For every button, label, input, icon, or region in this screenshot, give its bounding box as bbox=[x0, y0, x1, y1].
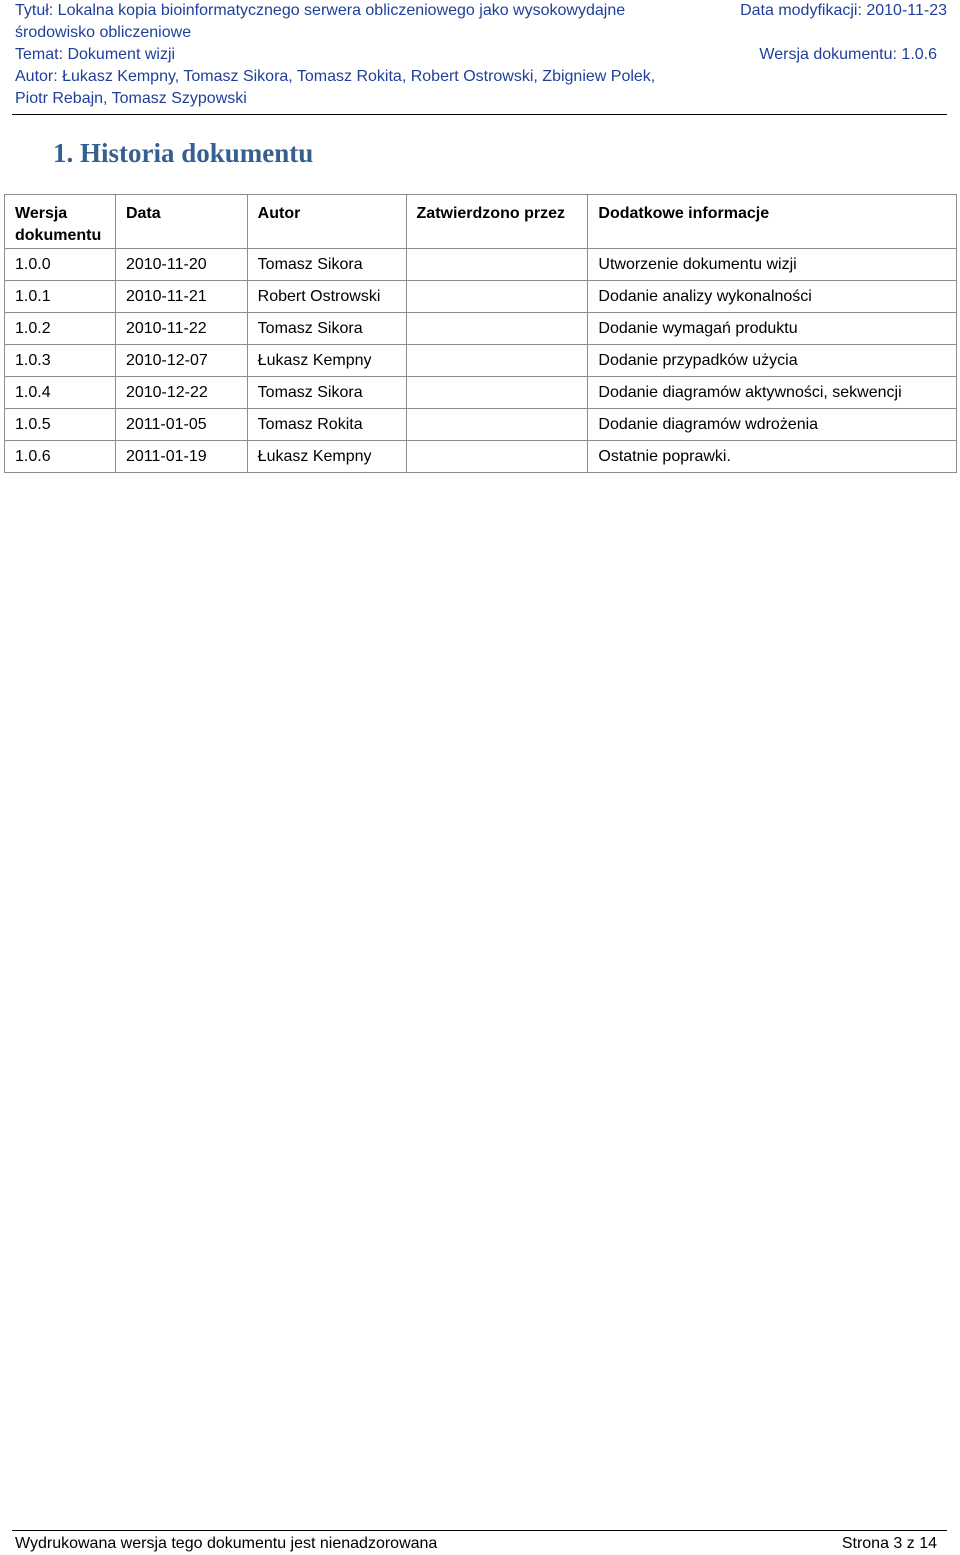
cell-info: Utworzenie dokumentu wizji bbox=[588, 249, 957, 281]
header-authors-row-2 bbox=[15, 88, 947, 110]
table-row bbox=[5, 409, 957, 441]
document-topic: Temat: Dokument wizji bbox=[15, 46, 176, 63]
cell-info: Dodanie przypadków użycia bbox=[588, 345, 957, 377]
cell-approved-by bbox=[406, 345, 588, 377]
cell-author: Robert Ostrowski bbox=[247, 281, 406, 313]
cell-author: Tomasz Sikora bbox=[247, 249, 406, 281]
document-version: Wersja dokumentu: 1.0.6 bbox=[759, 46, 937, 63]
column-header-approved-by: Zatwierdzono przez bbox=[406, 195, 588, 249]
column-header-date: Data bbox=[115, 195, 247, 249]
cell-date: 2010-11-22 bbox=[115, 313, 247, 345]
cell-date: 2011-01-19 bbox=[115, 441, 247, 473]
cell-author: Tomasz Sikora bbox=[247, 377, 406, 409]
cell-info: Ostatnie poprawki. bbox=[588, 441, 957, 473]
cell-version: 1.0.6 bbox=[5, 441, 116, 473]
table-row bbox=[5, 377, 957, 409]
header-topic-row bbox=[15, 44, 947, 66]
page-number: Strona 3 z 14 bbox=[841, 1535, 937, 1552]
header-authors-row bbox=[15, 66, 947, 88]
document-history-table bbox=[4, 194, 957, 473]
page-footer bbox=[15, 1533, 937, 1555]
cell-info: Dodanie diagramów aktywności, sekwencji bbox=[588, 377, 957, 409]
table-row bbox=[5, 441, 957, 473]
cell-version: 1.0.1 bbox=[5, 281, 116, 313]
column-header-additional-info: Dodatkowe informacje bbox=[588, 195, 957, 249]
cell-author: Tomasz Sikora bbox=[247, 313, 406, 345]
table-row bbox=[5, 281, 957, 313]
cell-info: Dodanie analizy wykonalności bbox=[588, 281, 957, 313]
column-header-author: Autor bbox=[247, 195, 406, 249]
document-title-continued: środowisko obliczeniowe bbox=[15, 24, 192, 41]
table-row bbox=[5, 345, 957, 377]
footer-notice: Wydrukowana wersja tego dokumentu jest nienadzorowana bbox=[15, 1535, 438, 1552]
header-divider bbox=[12, 114, 947, 115]
table-row bbox=[5, 249, 957, 281]
cell-approved-by bbox=[406, 249, 588, 281]
cell-version: 1.0.5 bbox=[5, 409, 116, 441]
table-row bbox=[5, 313, 957, 345]
document-authors-continued: Piotr Rebajn, Tomasz Szypowski bbox=[15, 90, 247, 107]
cell-info: Dodanie wymagań produktu bbox=[588, 313, 957, 345]
cell-date: 2010-12-07 bbox=[115, 345, 247, 377]
column-header-version: Wersja dokumentu bbox=[5, 195, 116, 249]
cell-author: Łukasz Kempny bbox=[247, 345, 406, 377]
cell-approved-by bbox=[406, 377, 588, 409]
cell-version: 1.0.3 bbox=[5, 345, 116, 377]
cell-date: 2011-01-05 bbox=[115, 409, 247, 441]
footer-divider bbox=[12, 1530, 947, 1531]
section-title: 1. Historia dokumentu bbox=[53, 138, 314, 168]
cell-date: 2010-11-20 bbox=[115, 249, 247, 281]
page-header bbox=[15, 0, 947, 110]
cell-version: 1.0.0 bbox=[5, 249, 116, 281]
cell-approved-by bbox=[406, 281, 588, 313]
cell-author: Łukasz Kempny bbox=[247, 441, 406, 473]
cell-approved-by bbox=[406, 409, 588, 441]
cell-version: 1.0.2 bbox=[5, 313, 116, 345]
table-header-row bbox=[5, 195, 957, 249]
cell-approved-by bbox=[406, 441, 588, 473]
header-title-row bbox=[15, 0, 947, 22]
cell-version: 1.0.4 bbox=[5, 377, 116, 409]
document-authors: Autor: Łukasz Kempny, Tomasz Sikora, Tomasz Rokita, Robert Ostrowski, Zbigniew Polek, bbox=[15, 68, 656, 85]
cell-date: 2010-11-21 bbox=[115, 281, 247, 313]
modification-date: Data modyfikacji: 2010-11-23 bbox=[740, 2, 947, 19]
cell-author: Tomasz Rokita bbox=[247, 409, 406, 441]
cell-date: 2010-12-22 bbox=[115, 377, 247, 409]
header-title-row-2 bbox=[15, 22, 947, 44]
cell-approved-by bbox=[406, 313, 588, 345]
cell-info: Dodanie diagramów wdrożenia bbox=[588, 409, 957, 441]
document-title: Tytuł: Lokalna kopia bioinformatycznego serwera obliczeniowego jako wysokowydajne bbox=[15, 2, 626, 19]
